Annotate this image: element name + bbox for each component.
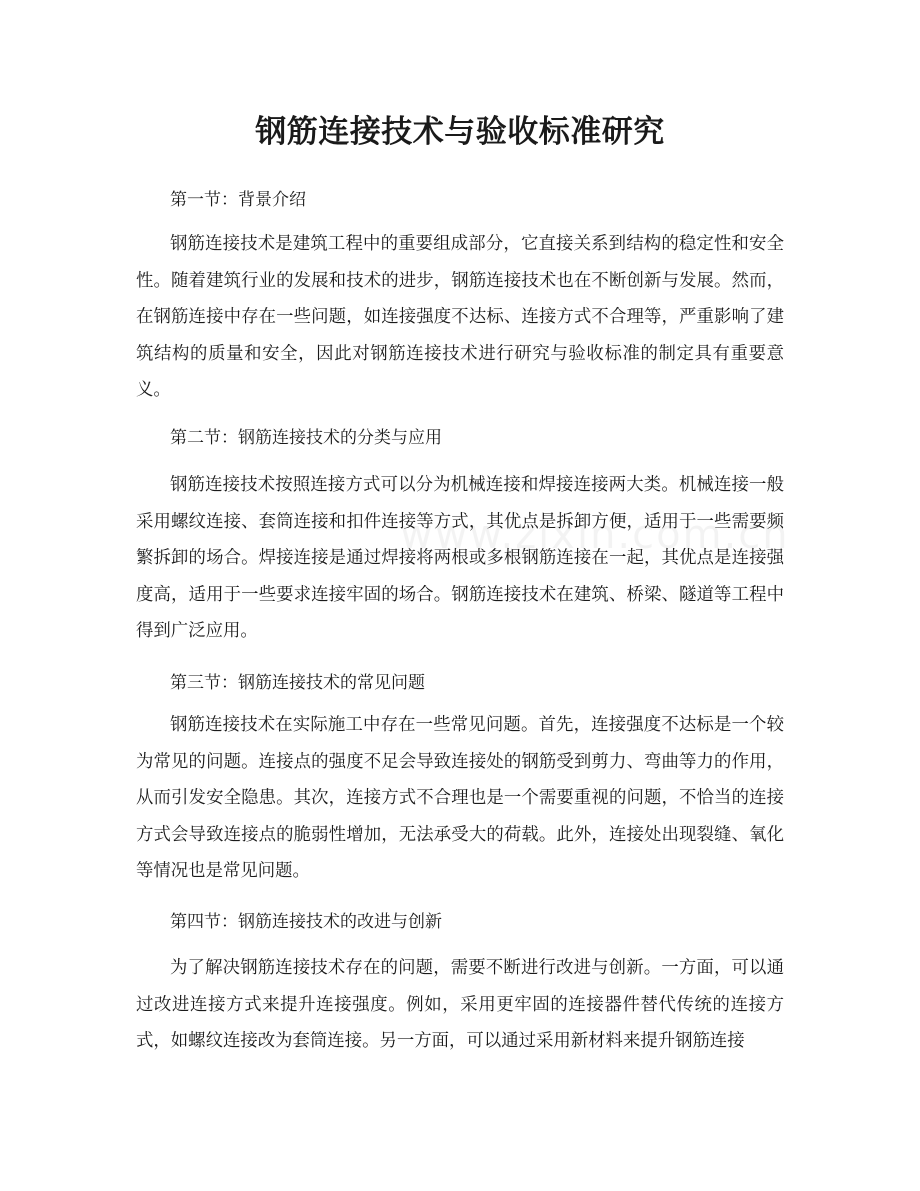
section-body-2: 钢筋连接技术按照连接方式可以分为机械连接和焊接连接两大类。机械连接一般采用螺纹连接、套筒连接和扣件连接等方式，其优点是拆卸方便，适用于一些需要频繁拆卸的场合。焊接连接是通过焊接将两根或多根钢筋连接在一起，其优点是连接强度高，适用于一些要求连接牢固的场合。钢筋连接技术在建筑、桥梁、隧道等工程中得到广泛应用。	[136, 475, 784, 642]
section-body-3: 钢筋连接技术在实际施工中存在一些常见问题。首先，连接强度不达标是一个较为常见的问题。连接点的强度不足会导致连接处的钢筋受到剪力、弯曲等力的作用，从而引发安全隐患。其次，连接方式不合理也是一个需要重视的问题，不恰当的连接方式会导致连接点的脆弱性增加，无法承受大的荷载。此外，连接处出现裂缝、氧化等情况也是常见问题。	[136, 715, 784, 882]
section-heading-4: 第四节：钢筋连接技术的改进与创新	[170, 912, 442, 932]
section-heading-3: 第三节：钢筋连接技术的常见问题	[170, 673, 425, 693]
section-body-1: 钢筋连接技术是建筑工程中的重要组成部分，它直接关系到结构的稳定性和安全性。随着建筑行业的发展和技术的进步，钢筋连接技术也在不断创新与发展。然而，在钢筋连接中存在一些问题，如连接强度不达标、连接方式不合理等，严重影响了建筑结构的质量和安全，因此对钢筋连接技术进行研究与验收标准的制定具有重要意义。	[136, 234, 784, 401]
section-heading-1: 第一节：背景介绍	[170, 190, 306, 210]
document-title: 钢筋连接技术与验收标准研究	[255, 114, 665, 150]
section-heading-2: 第二节：钢筋连接技术的分类与应用	[170, 428, 442, 448]
section-body-4: 为了解决钢筋连接技术存在的问题，需要不断进行改进与创新。一方面，可以通过改进连接方式来提升连接强度。例如，采用更牢固的连接器件替代传统的连接方式，如螺纹连接改为套筒连接。另一方面，可以通过采用新材料来提升钢筋连接	[136, 958, 784, 1052]
